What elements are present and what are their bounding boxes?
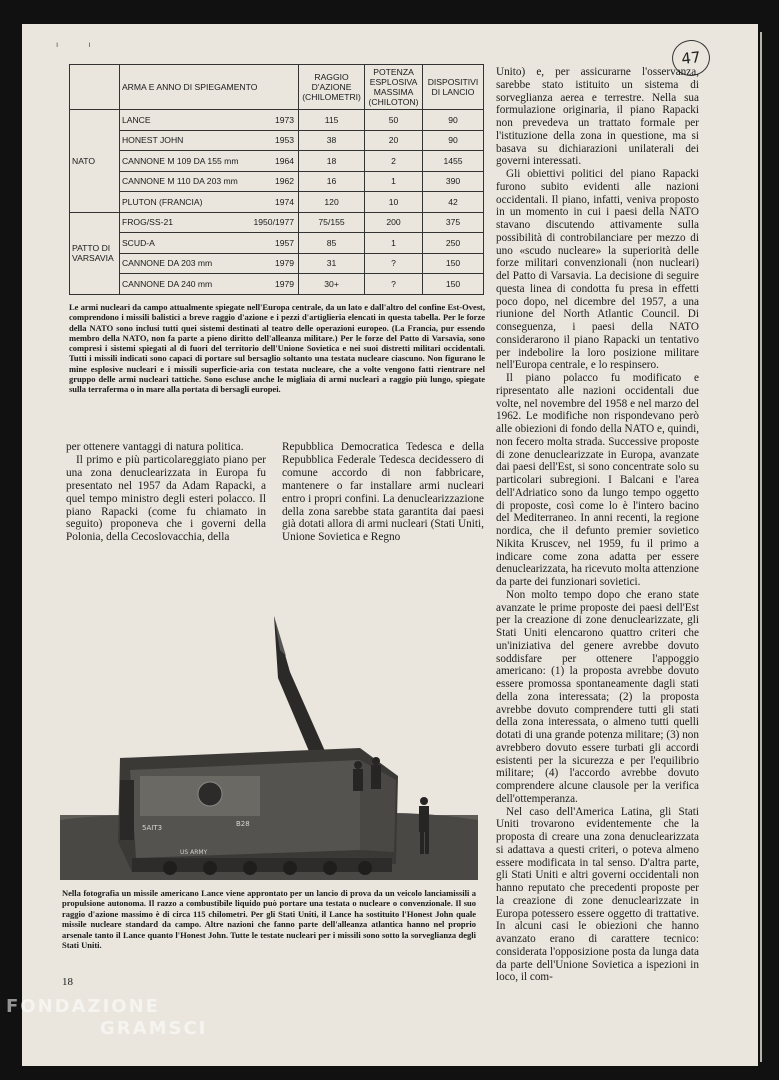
table-caption: Le armi nucleari da campo attualmente spiegate nell'Europa centrale, da un lato e dall'altro del confine Est-Ovest, comprendono i missili balistici a breve raggio d'azione e i pezzi d'artiglieria elencati in questa tabella. Per le forze della NATO sono inclusi tutti quei sistemi destinati al teatro delle operazioni europeo. (La Francia, pur essendo membro della NATO, non fa parte a pieno diritto dell'alleanza militare.) Per le forze del Patto di Varsavia, sono compresi i sistemi spiegati al di fuori del territorio dell'Unione Sovietica e nei suoi distretti militari occidentali. Tutti i missili indicati sono capaci di portare sul bersaglio soltanto una testata nucleare ciascuno. Non figurano le mine esplosive nucleari e i missili superficie-aria con testata nucleare, che a volte vengono fatti rientrare nel gruppo delle armi nucleari tattiche. Sono escluse anche le migliaia di armi nucleari a raggio più lungo, spiegate sulla terraferma o in mare alla portata di bersagli europei. bbox=[69, 302, 485, 395]
yield-kt: ? bbox=[365, 253, 423, 274]
weapon-name: CANNONE DA 240 mm bbox=[119, 274, 248, 295]
weapon-name: LANCE bbox=[119, 110, 248, 131]
vehicle-marking: B28 bbox=[236, 820, 250, 828]
group-label: PATTO DI VARSAVIA bbox=[70, 212, 120, 294]
deployment-year: 1953 bbox=[249, 130, 299, 151]
launcher-count: 42 bbox=[423, 192, 484, 213]
margin-marks: ı ı bbox=[56, 40, 91, 49]
magazine-page bbox=[22, 24, 758, 1066]
page-edge bbox=[760, 32, 762, 1062]
photo-caption: Nella fotografia un missile americano Lance viene approntato per un lancio di prova da un veicolo lanciamissili a propulsione autonoma. Il razzo a combustibile liquido può portare una testata o nucleare o convenzionale. Il suo raggio d'azione massimo è di circa 115 chilometri. Per gli Stati Uniti, il Lance ha sostituito l'Honest John quale missile nucleare standard da campo. Altre nazioni che fanno parte dell'alleanza atlantica hanno nel proprio arsenale tanto il Lance quanto l'Honest John. Tutte le testate nucleari per i missili sono sotto la sorveglianza degli Stati Uniti. bbox=[62, 888, 476, 951]
table-row bbox=[70, 130, 484, 151]
table-row bbox=[70, 212, 484, 233]
header-group-cell bbox=[70, 65, 120, 110]
yield-kt: 20 bbox=[365, 130, 423, 151]
yield-kt: ? bbox=[365, 274, 423, 295]
weapon-name: FROG/SS-21 bbox=[119, 212, 248, 233]
range-km: 16 bbox=[299, 171, 365, 192]
weapon-name: CANNONE DA 203 mm bbox=[119, 253, 248, 274]
table-row bbox=[70, 233, 484, 254]
deployment-year: 1950/1977 bbox=[249, 212, 299, 233]
paragraph: per ottenere vantaggi di natura politica. bbox=[66, 441, 244, 453]
paragraph: Non molto tempo dopo che erano state avanzate le prime proposte dei paesi dell'Est per la creazione di zone denuclearizzate, gli Stati Uniti elencarono quattro criteri che un'iniziativa del genere avrebbe dovuto soddisfare per ottenere l'appoggio americano: (1) la proposta avrebbe dovuto essere promossa spontaneamente dagli stati della zona interessata; (2) la proposta avrebbe dovuto comprendere tutti gli stati della zona interessata, o almeno tutti quelli dotati di una grande potenza militare; (3) non avrebbero dovuto essere turbati gli accordi esistenti per la sicurezza e per l'equilibrio militare; (4) l'accordo avrebbe dovuto comprendere alcune clausole per la verifica dell'ottemperanza. bbox=[496, 588, 699, 805]
paragraph: Il piano polacco fu modificato e ripresentato alle nazioni occidentali due volte, nel novembre del 1958 e nel marzo del 1962. Le modifiche non rispondevano però alle obiezioni di fondo della NATO e, quindi, non fecero molta strada. Successive proposte di zone denuclearizzate in Europa, avanzate dai paesi dell'Est, si sono concentrate solo su particolari subregioni. I Balcani e l'area dell'Adriatico sono da lungo tempo oggetto di proposte, così come lo è l'intero bacino del Mediterraneo. In anni recenti, la regione nordica, che il defunto premier sovietico Nikita Kruscev, nel 1959, fu il primo a indicare come zona adatta per essere denuclearizzata, ha ricevuto molta attenzione da parte dei funzionari sovietici. bbox=[496, 372, 699, 588]
launcher-count: 90 bbox=[423, 130, 484, 151]
table-row bbox=[70, 171, 484, 192]
weapons-table-container bbox=[69, 64, 484, 294]
page-number: 18 bbox=[62, 976, 73, 988]
text-column-1 bbox=[66, 441, 266, 544]
launcher-count: 390 bbox=[423, 171, 484, 192]
paragraph: Gli obiettivi politici del piano Rapacki furono subito evidenti alle nazioni occidentali. Il piano, infatti, veniva proposto in un momento in cui i paesi della NATO stavano discutendo attivamente sulla possibilità di controbilanciare per mezzo di uno «scudo nucleare» la superiorità delle forze militari convenzionali (non nucleari) del Patto di Varsavia. La decisione di seguire questa linea di condotta fu presa in effetti poco dopo, nel dicembre del 1957, a una riunione del North Atlantic Council. Di conseguenza, i paesi della NATO considerarono il piano Rapacki un tentativo per indebolire la loro posizione militare nell'Europa centrale, e lo respinsero. bbox=[496, 168, 699, 372]
table-row bbox=[70, 192, 484, 213]
weapons-table bbox=[69, 64, 484, 295]
group-label: NATO bbox=[70, 110, 120, 213]
deployment-year: 1973 bbox=[249, 110, 299, 131]
handwritten-number-text: 47 bbox=[680, 48, 702, 68]
deployment-year: 1979 bbox=[249, 274, 299, 295]
weapon-name: HONEST JOHN bbox=[119, 130, 248, 151]
deployment-year: 1957 bbox=[249, 233, 299, 254]
header-launchers: DISPOSITIVI DI LANCIO bbox=[423, 65, 484, 110]
yield-kt: 1 bbox=[365, 171, 423, 192]
deployment-year: 1979 bbox=[249, 253, 299, 274]
paragraph: Repubblica Democratica Tedesca e della Repubblica Federale Tedesca decidessero di comune accordo di non fabbricare, mantenere o far installare armi nucleari entro i propri confini. La denuclearizzazione della zona sarebbe stata garantita dai paesi già dotati allora di armi nucleari (Stati Uniti, Unione Sovietica e Regno bbox=[282, 441, 484, 544]
yield-kt: 1 bbox=[365, 233, 423, 254]
table-row bbox=[70, 110, 484, 131]
watermark-line-2: GRAMSCI bbox=[100, 1018, 208, 1039]
vehicle-marking: 5AIT3 bbox=[142, 824, 163, 832]
weapon-name: CANNONE M 110 DA 203 mm bbox=[119, 171, 248, 192]
range-km: 18 bbox=[299, 151, 365, 172]
watermark-line-1: FONDAZIONE bbox=[6, 996, 160, 1017]
deployment-year: 1974 bbox=[249, 192, 299, 213]
launcher-count: 375 bbox=[423, 212, 484, 233]
range-km: 31 bbox=[299, 253, 365, 274]
paragraph: Unito) e, per assicurarne l'osservanza, sarebbe stato istituito un sistema di sorveglianza aerea e terrestre. Nella sua formulazione originaria, il piano Rapacki non prevedeva un trattato formale per l'istituzione della zona in questione, ma si basava su dichiarazioni unilaterali dei governi interessati. bbox=[496, 66, 699, 168]
lance-missile-photo bbox=[60, 580, 478, 880]
deployment-year: 1962 bbox=[249, 171, 299, 192]
watermark bbox=[6, 996, 207, 1040]
launcher-count: 90 bbox=[423, 110, 484, 131]
yield-kt: 10 bbox=[365, 192, 423, 213]
range-km: 38 bbox=[299, 130, 365, 151]
paragraph: Il primo e più particolareggiato piano per una zona denuclearizzata in Europa fu presentato nel 1957 da Adam Rapacki, a quel tempo ministro degli esteri polacco. Il piano Rapacki (come fu chiamato in seguito) proponeva che i governi della Polonia, della Cecoslovacchia, della bbox=[66, 453, 266, 544]
table-header-row bbox=[70, 65, 484, 110]
range-km: 85 bbox=[299, 233, 365, 254]
launcher-count: 150 bbox=[423, 253, 484, 274]
launcher-count: 150 bbox=[423, 274, 484, 295]
weapon-name: SCUD-A bbox=[119, 233, 248, 254]
deployment-year: 1964 bbox=[249, 151, 299, 172]
text-column-2 bbox=[282, 441, 484, 544]
launcher-count: 1455 bbox=[423, 151, 484, 172]
table-row bbox=[70, 274, 484, 295]
weapon-name: PLUTON (FRANCIA) bbox=[119, 192, 248, 213]
range-km: 120 bbox=[299, 192, 365, 213]
yield-kt: 200 bbox=[365, 212, 423, 233]
range-km: 115 bbox=[299, 110, 365, 131]
table-body bbox=[70, 110, 484, 295]
header-weapon: ARMA E ANNO DI SPIEGAMENTO bbox=[119, 65, 298, 110]
yield-kt: 50 bbox=[365, 110, 423, 131]
paragraph: Nel caso dell'America Latina, gli Stati Uniti trovarono evidentemente che la proposta di creare una zona denuclearizzata si adattava a questi criteri, o poteva almeno essere modificata in tal senso. D'altra parte, gli Stati Uniti e altri governi occidentali non hanno reputato che precedenti proposte per la creazione di zone denuclearizzate in Europa potessero essere oggetto di trattative. In alcuni casi le obiezioni che hanno avanzato erano di carattere tecnico: considerata l'opposizione posta da lunga data da parte dell'Unione Sovietica a ispezioni in loco, il com- bbox=[496, 805, 699, 984]
table-row bbox=[70, 253, 484, 274]
range-km: 75/155 bbox=[299, 212, 365, 233]
range-km: 30+ bbox=[299, 274, 365, 295]
table-row bbox=[70, 151, 484, 172]
launcher-count: 250 bbox=[423, 233, 484, 254]
header-yield: POTENZA ESPLOSIVA MASSIMA (CHILOTON) bbox=[365, 65, 423, 110]
vehicle-marking: US ARMY bbox=[180, 849, 208, 856]
text-column-3 bbox=[496, 66, 699, 984]
weapon-name: CANNONE M 109 DA 155 mm bbox=[119, 151, 248, 172]
header-range: RAGGIO D'AZIONE (CHILOMETRI) bbox=[299, 65, 365, 110]
yield-kt: 2 bbox=[365, 151, 423, 172]
